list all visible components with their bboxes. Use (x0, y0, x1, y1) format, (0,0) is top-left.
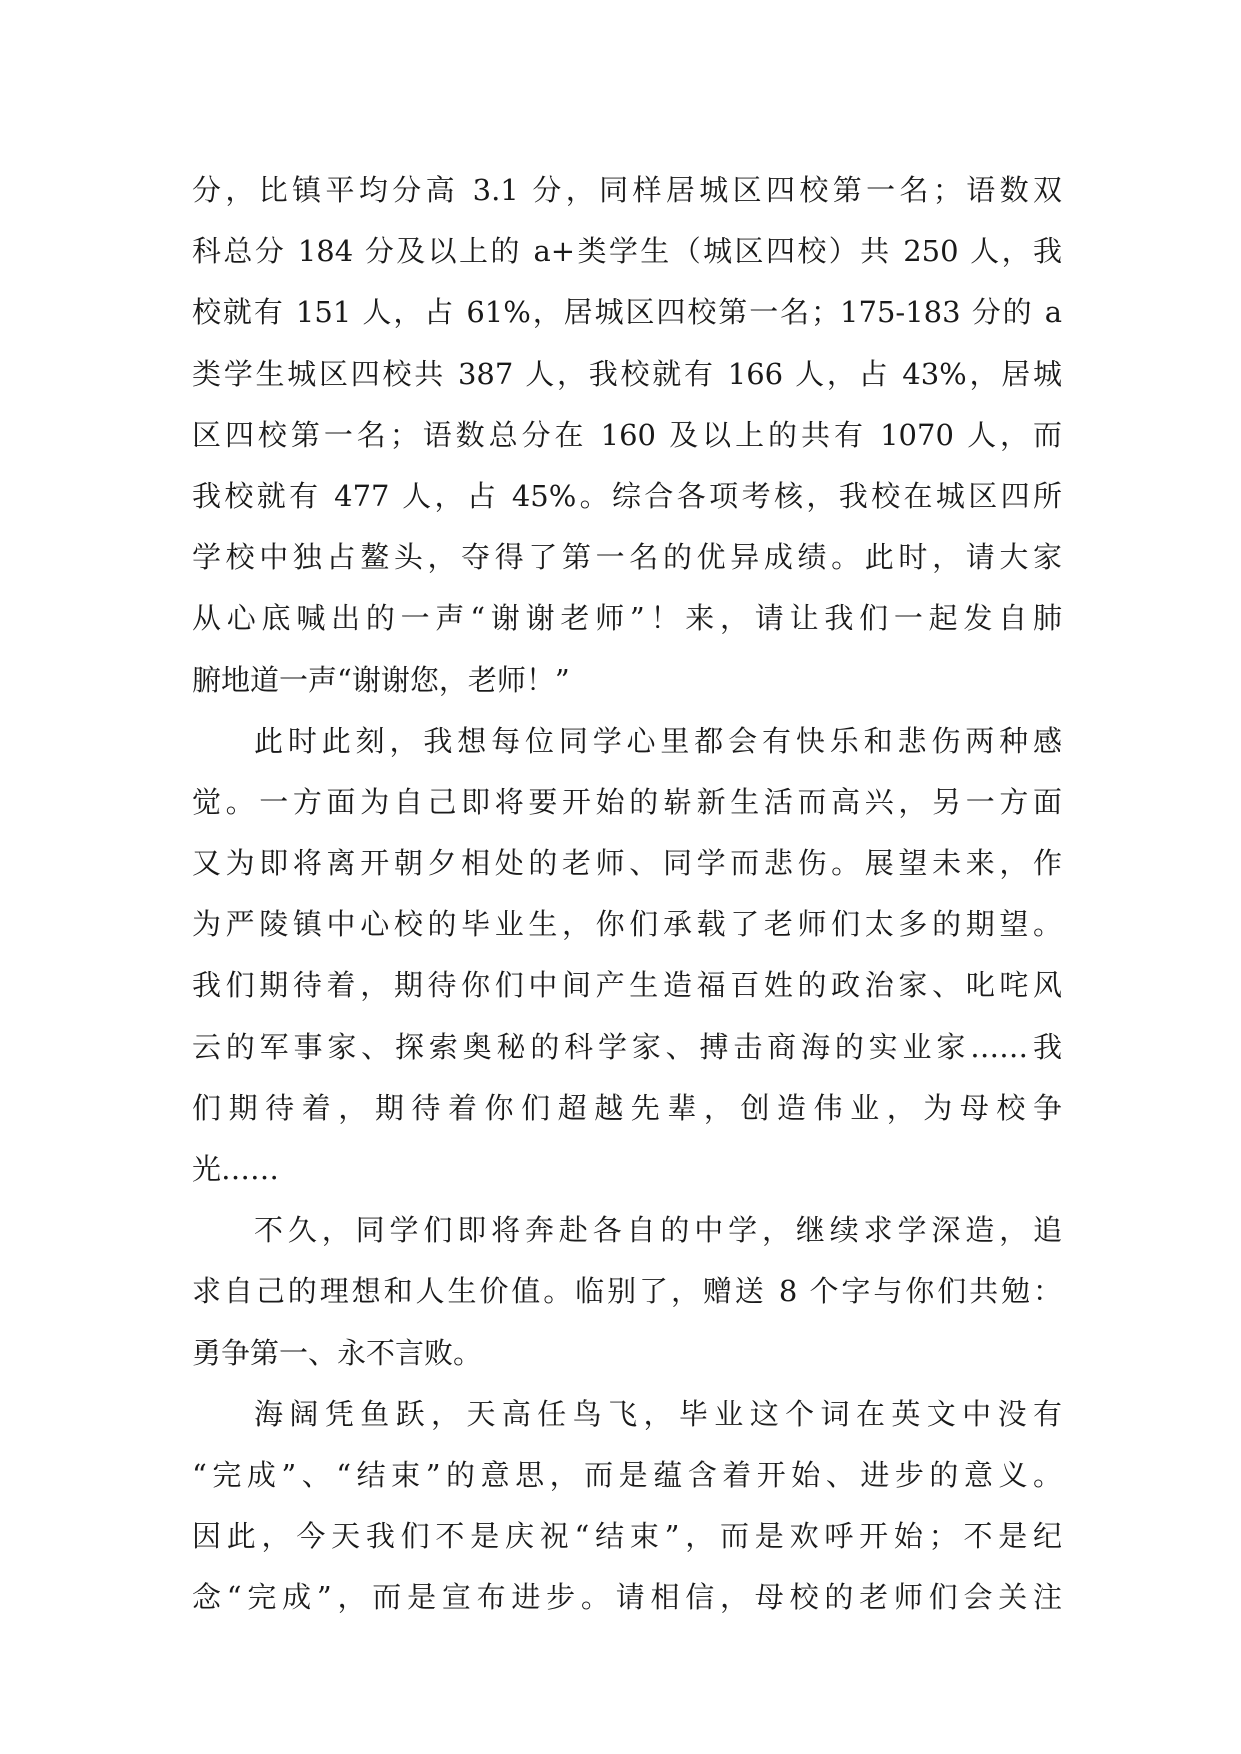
text-line: 学校中独占鳌头，夺得了第一名的优异成绩。此时，请大家 (192, 540, 1062, 575)
text-line: 为严陵镇中心校的毕业生，你们承载了老师们太多的期望。 (192, 907, 1062, 942)
text-line: 从心底喊出的一声“谢谢老师”！来，请让我们一起发自肺 (192, 601, 1062, 636)
text-line: “完成”、“结束”的意思，而是蕴含着开始、进步的意义。 (192, 1457, 1062, 1492)
text-line: 此时此刻，我想每位同学心里都会有快乐和悲伤两种感 (254, 723, 1062, 758)
text-line: 因此，今天我们不是庆祝“结束”，而是欢呼开始；不是纪 (192, 1519, 1062, 1554)
text-line: 分，比镇平均分高 3.1 分，同样居城区四校第一名；语数双 (192, 173, 1062, 207)
text-line: 勇争第一、永不言败。 (192, 1335, 483, 1370)
text-line: 海阔凭鱼跃，天高任鸟飞，毕业这个词在英文中没有 (254, 1396, 1062, 1431)
text-line: 光…… (192, 1152, 280, 1186)
text-line: 们期待着，期待着你们超越先辈，创造伟业，为母校争 (192, 1090, 1062, 1125)
text-line: 我们期待着，期待你们中间产生造福百姓的政治家、叱咤风 (192, 968, 1062, 1003)
text-line: 校就有 151 人，占 61%，居城区四校第一名；175-183 分的 a (192, 295, 1062, 330)
text-line: 腑地道一声“谢谢您，老师！” (192, 662, 570, 697)
text-line: 区四校第一名；语数总分在 160 及以上的共有 1070 人，而 (192, 417, 1062, 452)
body-text (192, 160, 1062, 1629)
text-line: 求自己的理想和人生价值。临别了，赠送 8 个字与你们共勉： (192, 1274, 1062, 1309)
text-line: 又为即将离开朝夕相处的老师、同学而悲伤。展望未来，作 (192, 846, 1062, 881)
text-line: 类学生城区四校共 387 人，我校就有 166 人，占 43%，居城 (192, 356, 1062, 391)
text-line: 我校就有 477 人，占 45%。综合各项考核，我校在城区四所 (192, 478, 1062, 513)
text-line: 云的军事家、探索奥秘的科学家、搏击商海的实业家……我 (192, 1029, 1062, 1064)
text-line: 科总分 184 分及以上的 a+类学生（城区四校）共 250 人，我 (192, 234, 1062, 269)
text-line: 不久，同学们即将奔赴各自的中学，继续求学深造，追 (254, 1213, 1062, 1248)
text-line: 念“完成”，而是宣布进步。请相信，母校的老师们会关注 (192, 1580, 1062, 1615)
text-line: 觉。一方面为自己即将要开始的崭新生活而高兴，另一方面 (192, 784, 1062, 819)
